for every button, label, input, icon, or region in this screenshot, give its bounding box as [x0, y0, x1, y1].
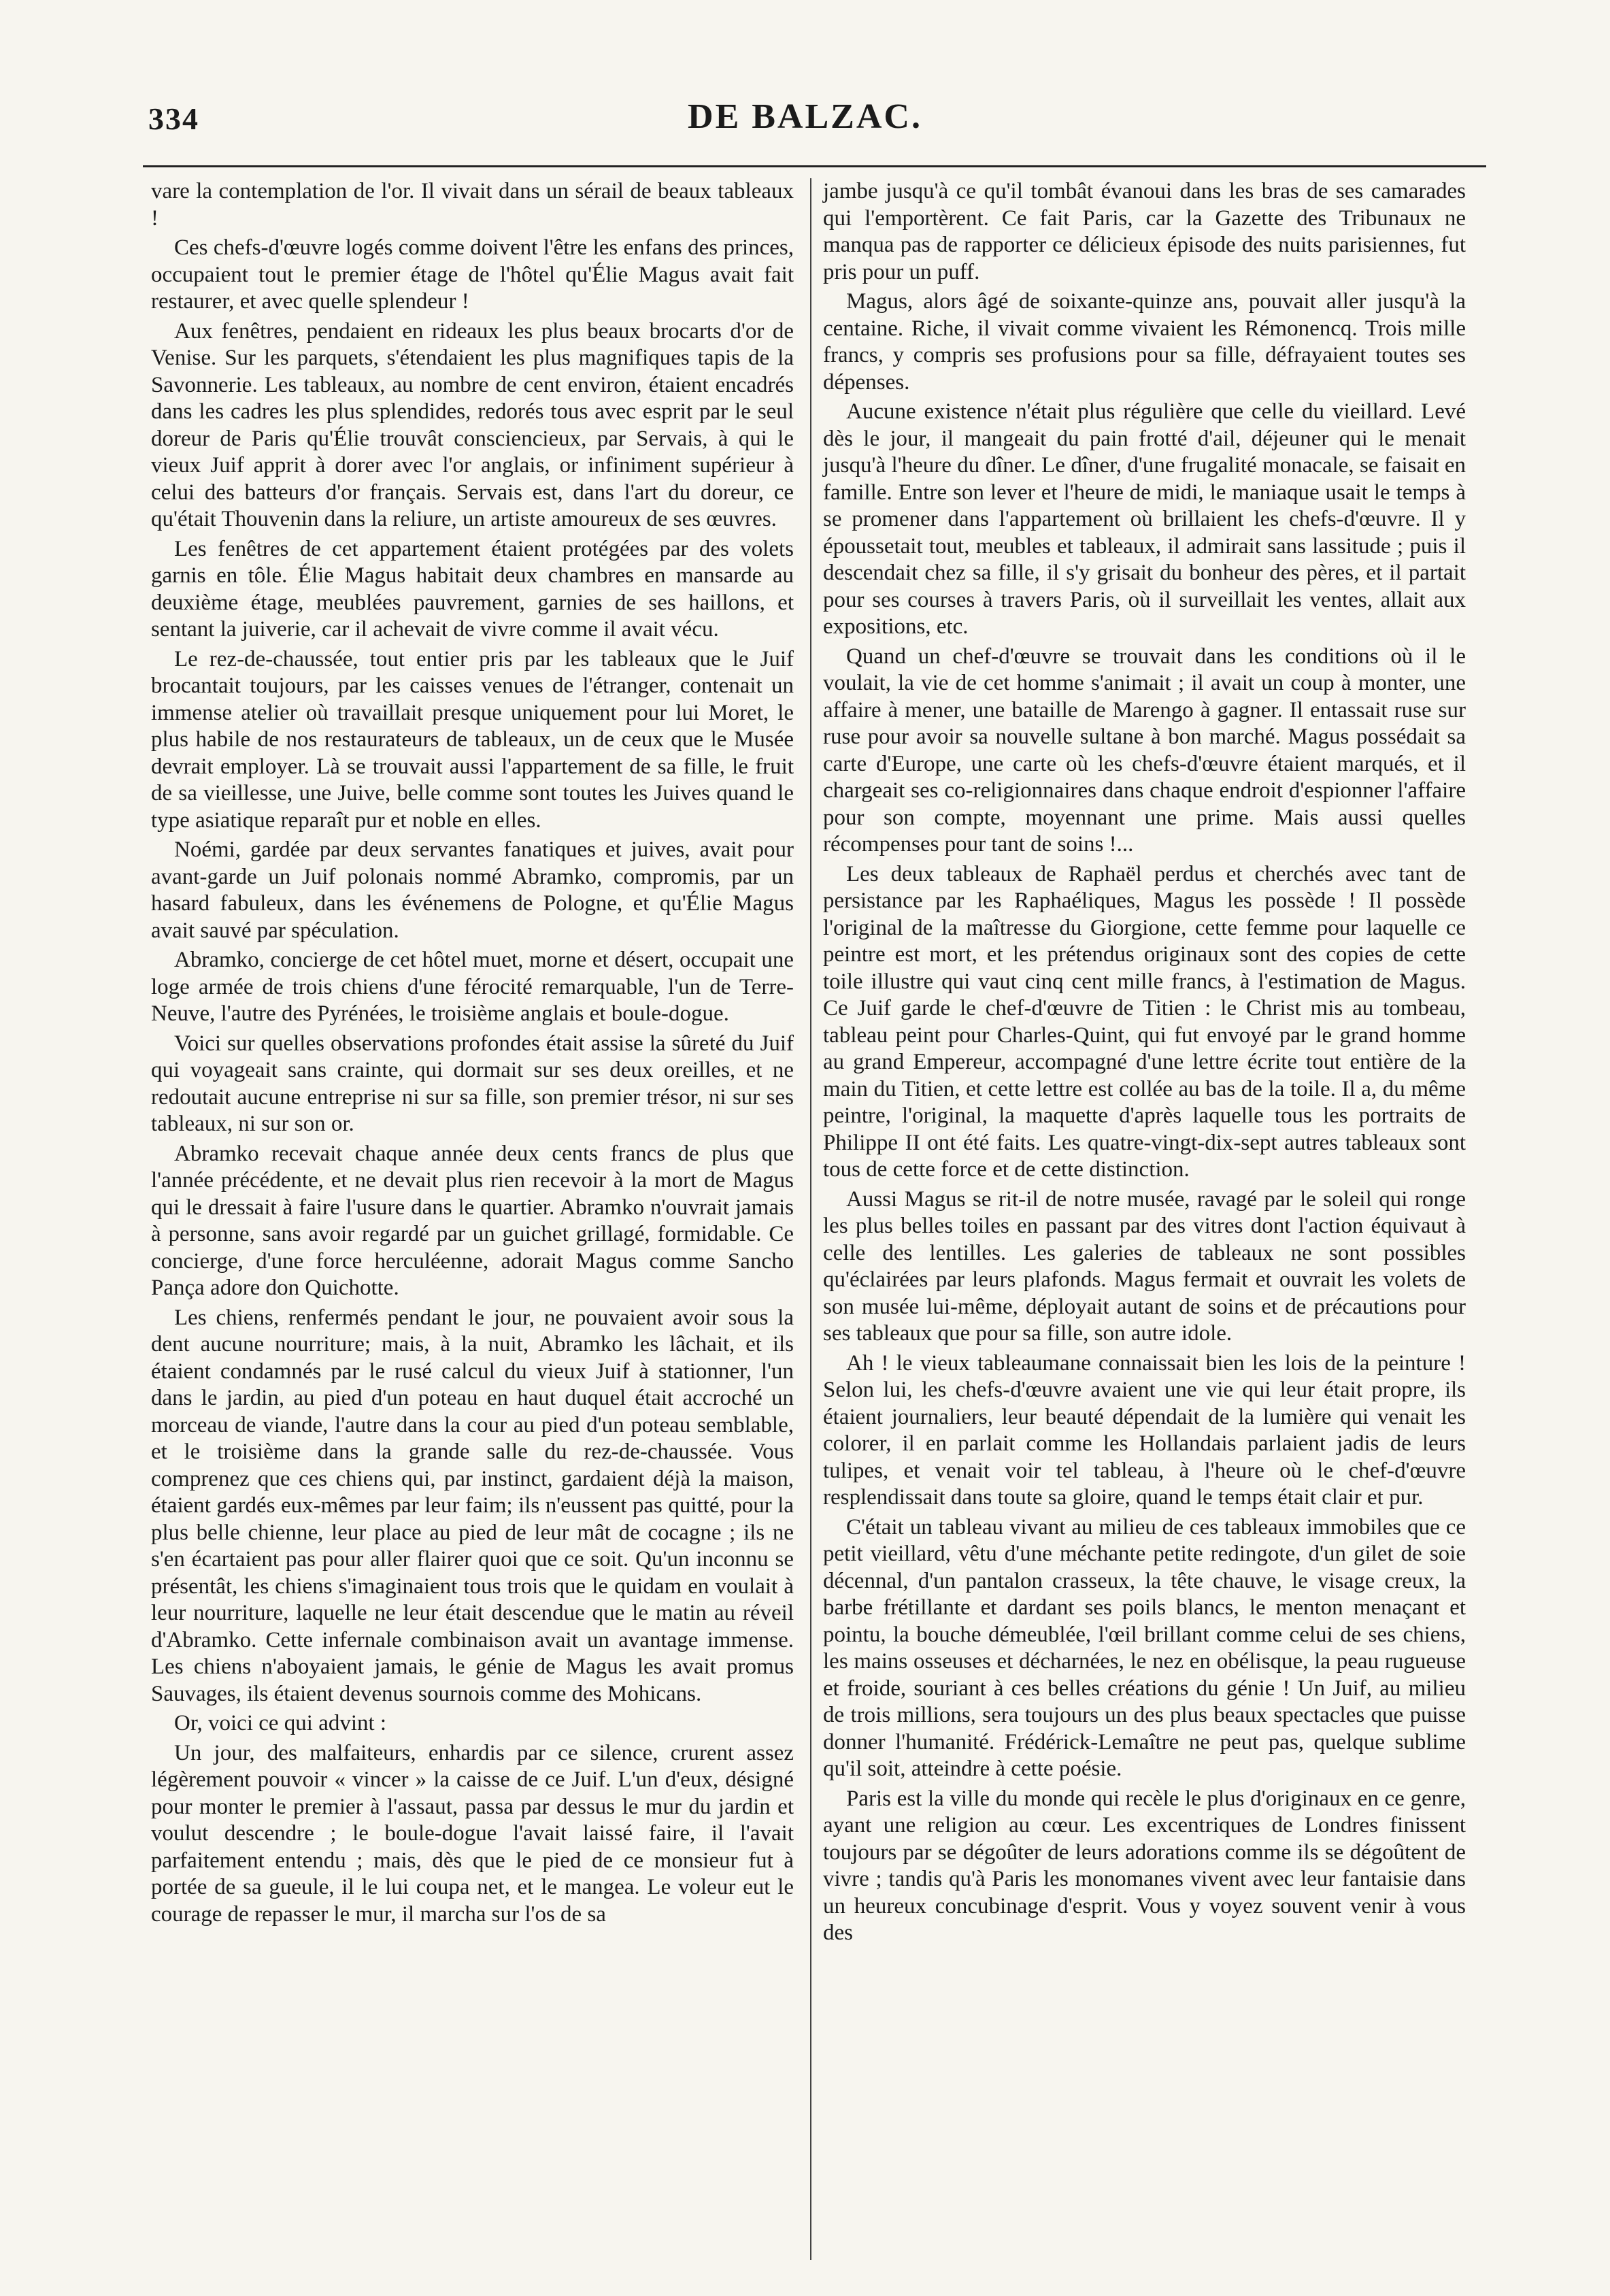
header-rule: [143, 165, 1486, 167]
paragraph: Voici sur quelles observations profondes était assise la sûreté du Juif qui voyageait sans crainte, qui dormait sur ses deux oreilles, et ne redoutait aucune entreprise ni sur sa fille, son premier trésor, ni sur ses tableaux, ni sur son or.: [151, 1031, 794, 1136]
left-column: [151, 178, 794, 1931]
paragraph: Magus, alors âgé de soixante-quinze ans, pouvait aller jusqu'à la centaine. Riche, il vivait comme vivaient les Rémonencq. Trois mille francs, y compris ses profusions pour sa fille, défrayaient toutes ses dépenses.: [823, 289, 1466, 395]
paragraph: Ces chefs-d'œuvre logés comme doivent l'être les enfans des princes, occupaient tout le premier étage de l'hôtel qu'Élie Magus avait fait restaurer, et avec quelle splendeur !: [151, 235, 794, 314]
paragraph: Paris est la ville du monde qui recèle le plus d'originaux en ce genre, ayant une religion au cœur. Les excentriques de Londres finissent toujours par se dégoûter de leurs adorations comme ils se dégoûtent de vivre ; tandis qu'à Paris les monomanes vivent avec leur fantaisie dans un heureux concubinage d'esprit. Vous y voyez souvent venir à vous des: [823, 1786, 1466, 1945]
column-divider: [810, 178, 811, 2260]
paragraph: Le rez-de-chaussée, tout entier pris par les tableaux que le Juif brocantait toujours, par les caisses venues de l'étranger, contenait un immense atelier où travaillait presque uniquement pour lui Moret, le plus habile de nos restaurateurs de tableaux, un de ceux que le Musée devrait employer. Là se trouvait aussi l'appartement de sa fille, le fruit de sa vieillesse, une Juive, belle comme sont toutes les Juives quand le type asiatique reparaît pur et noble en elles.: [151, 646, 794, 833]
paragraph: Ah ! le vieux tableaumane connaissait bien les lois de la peinture ! Selon lui, les chefs-d'œuvre avaient une vie qui leur était propre, ils étaient journaliers, leur beauté dépendait de la lumière qui venait les colorer, il en parlait comme les Hollandais parlaient jadis de leurs tulipes, et venait voir tel tableau, à l'heure où le chef-d'œuvre resplendissait dans toute sa gloire, quand le temps était clair et pur.: [823, 1350, 1466, 1510]
paragraph: Abramko, concierge de cet hôtel muet, morne et désert, occupait une loge armée de trois chiens d'une férocité remarquable, l'un de Terre-Neuve, l'autre des Pyrénées, le troisième anglais et boule-dogue.: [151, 948, 794, 1026]
paragraph: Un jour, des malfaiteurs, enhardis par ce silence, crurent assez légèrement pouvoir « vincer » la caisse de ce Juif. L'un d'eux, désigné pour monter le premier à l'assaut, passa par dessus le mur du jardin et voulut descendre ; le boule-dogue l'avait laissé faire, il l'avait parfaitement entendu ; mais, dès que le pied de ce monsieur fut à portée de sa gueule, il le lui coupa net, et le mangea. Le voleur eut le courage de repasser le mur, il marcha sur l'os de sa: [151, 1740, 794, 1927]
paragraph: Les deux tableaux de Raphaël perdus et cherchés avec tant de persistance par les Raphaéliques, Magus les possède ! Il possède l'original de la maîtresse du Giorgione, cette femme pour laquelle ce peintre est mort, et les prétendus originaux sont des copies de cette toile illustre qui vaut cinq cent mille francs, à l'estimation de Magus. Ce Juif garde le chef-d'œuvre de Titien : le Christ mis au tombeau, tableau peint pour Charles-Quint, qui fut envoyé par le grand homme au grand Empereur, accompagné d'une lettre écrite tout entière de la main du Titien, et cette lettre est collée au bas de la toile. Il a, du même peintre, l'original, la maquette d'après laquelle tous les portraits de Philippe II ont été faits. Les quatre-vingt-dix-sept autres tableaux sont tous de cette force et de cette distinction.: [823, 861, 1466, 1182]
right-column: [823, 178, 1466, 1950]
page-number: 334: [148, 101, 199, 136]
running-title: DE BALZAC.: [688, 97, 922, 136]
paragraph: C'était un tableau vivant au milieu de ces tableaux immobiles que ce petit vieillard, vêtu d'une méchante petite redingote, d'un gilet de soie décennal, d'un pantalon crasseux, la tête chauve, le visage creux, la barbe frétillante et dardant ses poils blancs, le menton menaçant et pointu, la bouche démeublée, l'œil brillant comme celui de ses chiens, les mains osseuses et décharnées, le nez en obélisque, la peau rugueuse et froide, souriant à ces belles créations du génie ! Un Juif, au milieu de trois millions, sera toujours un des plus beaux spectacles que puisse donner l'humanité. Frédérick-Lemaître ne peut pas, quelque sublime qu'il soit, atteindre à cette poésie.: [823, 1514, 1466, 1781]
paragraph: Les chiens, renfermés pendant le jour, ne pouvaient avoir sous la dent aucune nourriture; mais, à la nuit, Abramko les lâchait, et ils étaient condamnés par le rusé calcul du vieux Juif à stationner, l'un dans le jardin, au pied d'un poteau en haut duquel était accroché un morceau de viande, l'autre dans la cour au pied d'un poteau semblable, et le troisième dans la grande salle du rez-de-chaussée. Vous comprenez que ces chiens qui, par instinct, gardaient déjà la maison, étaient gardés eux-mêmes par leur faim; ils n'eussent pas quitté, pour la plus belle chienne, leur place au pied de leur mât de cocagne ; ils ne s'en écartaient pas pour aller flairer quoi que ce soit. Qu'un inconnu se présentât, les chiens s'imaginaient tous trois que le quidam en voulait à leur nourriture, laquelle ne leur était descendue que le matin au réveil d'Abramko. Cette infernale combinaison avait un avantage immense. Les chiens n'aboyaient jamais, le génie de Magus les avait promus Sauvages, ils étaient devenus sournois comme des Mohicans.: [151, 1305, 794, 1706]
page-header: [0, 0, 1610, 177]
paragraph: Aucune existence n'était plus régulière que celle du vieillard. Levé dès le jour, il mangeait du pain frotté d'ail, déjeuner qui le menait jusqu'à l'heure du dîner. Le dîner, d'une frugalité monacale, se faisait en famille. Entre son lever et l'heure de midi, le maniaque usait le temps à se promener dans l'appartement où brillaient les chefs-d'œuvre. Il y époussetait tout, meubles et tableaux, il admirait sans lassitude ; puis il descendait chez sa fille, il s'y grisait du bonheur des pères, et il partait pour ses courses à travers Paris, où il surveillait les ventes, allait aux expositions, etc.: [823, 399, 1466, 639]
paragraph: Aussi Magus se rit-il de notre musée, ravagé par le soleil qui ronge les plus belles toiles en passant par des vitres dont l'action équivaut à celle des lentilles. Les galeries de tableaux ne sont possibles qu'éclairées par leurs plafonds. Magus fermait et ouvrait les volets de son musée lui-même, déployait autant de soins et de précautions pour ses tableaux que pour sa fille, son autre idole.: [823, 1186, 1466, 1346]
paragraph: Noémi, gardée par deux servantes fanatiques et juives, avait pour avant-garde un Juif polonais nommé Abramko, compromis, par un hasard fabuleux, dans les événemens de Pologne, et qu'Élie Magus avait sauvé par spéculation.: [151, 837, 794, 943]
paragraph: Abramko recevait chaque année deux cents francs de plus que l'année précédente, et ne devait plus rien recevoir à la mort de Magus qui le dressait à faire l'usure dans le quartier. Abramko n'ouvrait jamais à personne, sans avoir regardé par un guichet grillagé, formidable. Ce concierge, d'une force herculéenne, adorait Magus comme Sancho Pança adore don Quichotte.: [151, 1141, 794, 1300]
paragraph: Les fenêtres de cet appartement étaient protégées par des volets garnis en tôle. Élie Magus habitait deux chambres en mansarde au deuxième étage, meublées pauvrement, garnies de ses haillons, et sentant la juiverie, car il achevait de vivre comme il avait vécu.: [151, 536, 794, 642]
paragraph: vare la contemplation de l'or. Il vivait dans un sérail de beaux tableaux !: [151, 179, 794, 231]
paragraph: jambe jusqu'à ce qu'il tombât évanoui dans les bras de ses camarades qui l'emportèrent. Ce fait Paris, car la Gazette des Tribunaux ne manqua pas de rapporter ce délicieux épisode des nuits parisiennes, fut pris pour un puff.: [823, 179, 1466, 284]
paragraph: Or, voici ce qui advint :: [174, 1711, 387, 1735]
paragraph: Aux fenêtres, pendaient en rideaux les plus beaux brocarts d'or de Venise. Sur les parquets, s'étendaient les plus magnifiques tapis de la Savonnerie. Les tableaux, au nombre de cent environ, étaient encadrés dans les cadres les plus splendides, redorés tous avec esprit par le seul doreur de Paris qu'Élie trouvât consciencieux, par Servais, à qui le vieux Juif apprit à dorer avec l'or anglais, or infiniment supérieur à celui des batteurs d'or français. Servais est, dans l'art du doreur, ce qu'était Thouvenin dans la reliure, un artiste amoureux de ses œuvres.: [151, 318, 794, 531]
paragraph: Quand un chef-d'œuvre se trouvait dans les conditions où il le voulait, la vie de cet homme s'animait ; il avait un coup à monter, une affaire à mener, une bataille de Marengo à gagner. Il entassait ruse sur ruse pour avoir sa nouvelle sultane à bon marché. Magus possédait sa carte d'Europe, une carte où les chefs-d'œuvre étaient marqués, et il chargeait ses co-religionnaires dans chaque endroit d'espionner l'affaire pour son compte, moyennant une prime. Mais aussi quelles récompenses pour tant de soins !...: [823, 644, 1466, 856]
